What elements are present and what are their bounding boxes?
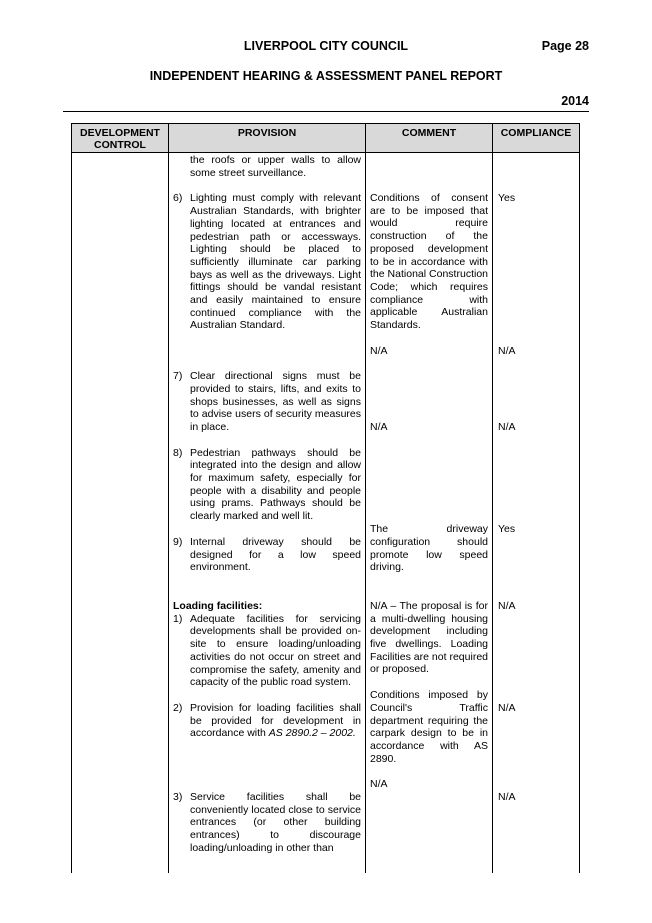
compliance-cell	[493, 153, 580, 874]
comment-text: The driveway configuration should promote low speed driving.	[370, 523, 488, 574]
comment-text: N/A	[370, 421, 388, 434]
report-year: 2014	[561, 94, 589, 108]
provision-item: 2) Provision for loading facilities shall be provided for development in accordance with AS 2890.2 – 2002.	[173, 701, 361, 740]
provision-item: 7) Clear directional signs must be provided to stairs, lifts, and exits to shops businesses, as well as signs to advise users of security measures in place.	[173, 370, 361, 433]
comment-text: N/A	[370, 778, 388, 791]
provision-item: 6) Lighting must comply with relevant Australian Standards, with brighter lighting located at entrances and pedestrian path or accessways. Lighting should be placed to sufficiently illuminate car parking bays as well as the driveways. Light fittings should be vandal resistant and easily maintained to ensure continued compliance with the Australian Standard.	[173, 192, 361, 332]
compliance-value: N/A	[498, 791, 516, 804]
development-control-cell	[72, 153, 169, 874]
col-header-development-control: DEVELOPMENT CONTROL	[72, 124, 169, 153]
comment-text: N/A	[370, 344, 388, 357]
comment-text: N/A – The proposal is for a multi-dwelling housing development including five dwellings. Loading Facilities are not required or proposed.	[370, 599, 488, 676]
table-header-row	[72, 124, 580, 153]
col-header-compliance: COMPLIANCE	[493, 124, 580, 153]
compliance-value: N/A	[498, 344, 516, 357]
comment-text: Conditions of consent are to be imposed that would require construction of the proposed development to be in accordance with the National Construction Code; which requires compliance with applicable Australian Standards.	[370, 192, 488, 332]
comment-cell	[366, 153, 493, 874]
council-title: LIVERPOOL CITY COUNCIL	[243, 39, 409, 53]
compliance-value: N/A	[498, 599, 516, 612]
compliance-value: Yes	[498, 523, 516, 536]
compliance-value: Yes	[498, 192, 516, 204]
provision-item: 8) Pedestrian pathways should be integrated into the design and allow for maximum safety, especially for people with a disability and people using prams. Pathways should be clearly marked and well lit.	[173, 446, 361, 523]
col-header-provision: PROVISION	[169, 124, 366, 153]
provision-cell	[169, 153, 366, 874]
provision-item: 3) Service facilities shall be conveniently located close to service entrances (or other building entrances) to discourage loading/unloading in other than	[173, 791, 361, 854]
compliance-value: N/A	[498, 421, 516, 434]
page-number: Page 28	[541, 39, 589, 53]
compliance-value: N/A	[498, 701, 516, 714]
continued-provision-text: the roofs or upper walls to allow some street surveillance.	[190, 154, 361, 179]
loading-facilities-heading: Loading facilities:	[173, 599, 263, 612]
provision-item: 1) Adequate facilities for servicing developments shall be provided on-site to ensure loading/unloading activities do not occur on street and compromise the safety, amenity and capacity of the public road system.	[173, 612, 361, 689]
assessment-table	[71, 123, 580, 873]
col-header-comment: COMMENT	[366, 124, 493, 153]
table-body-row	[72, 153, 580, 874]
standard-reference: AS 2890.2 – 2002.	[268, 727, 356, 740]
header-rule	[63, 111, 589, 112]
comment-text: Conditions imposed by Council's Traffic department requiring the carpark design to be in accordance with AS 2890.	[370, 689, 488, 765]
provision-item: 9) Internal driveway should be designed for a low speed environment.	[173, 535, 361, 574]
report-title: INDEPENDENT HEARING & ASSESSMENT PANEL REPORT	[149, 69, 503, 83]
